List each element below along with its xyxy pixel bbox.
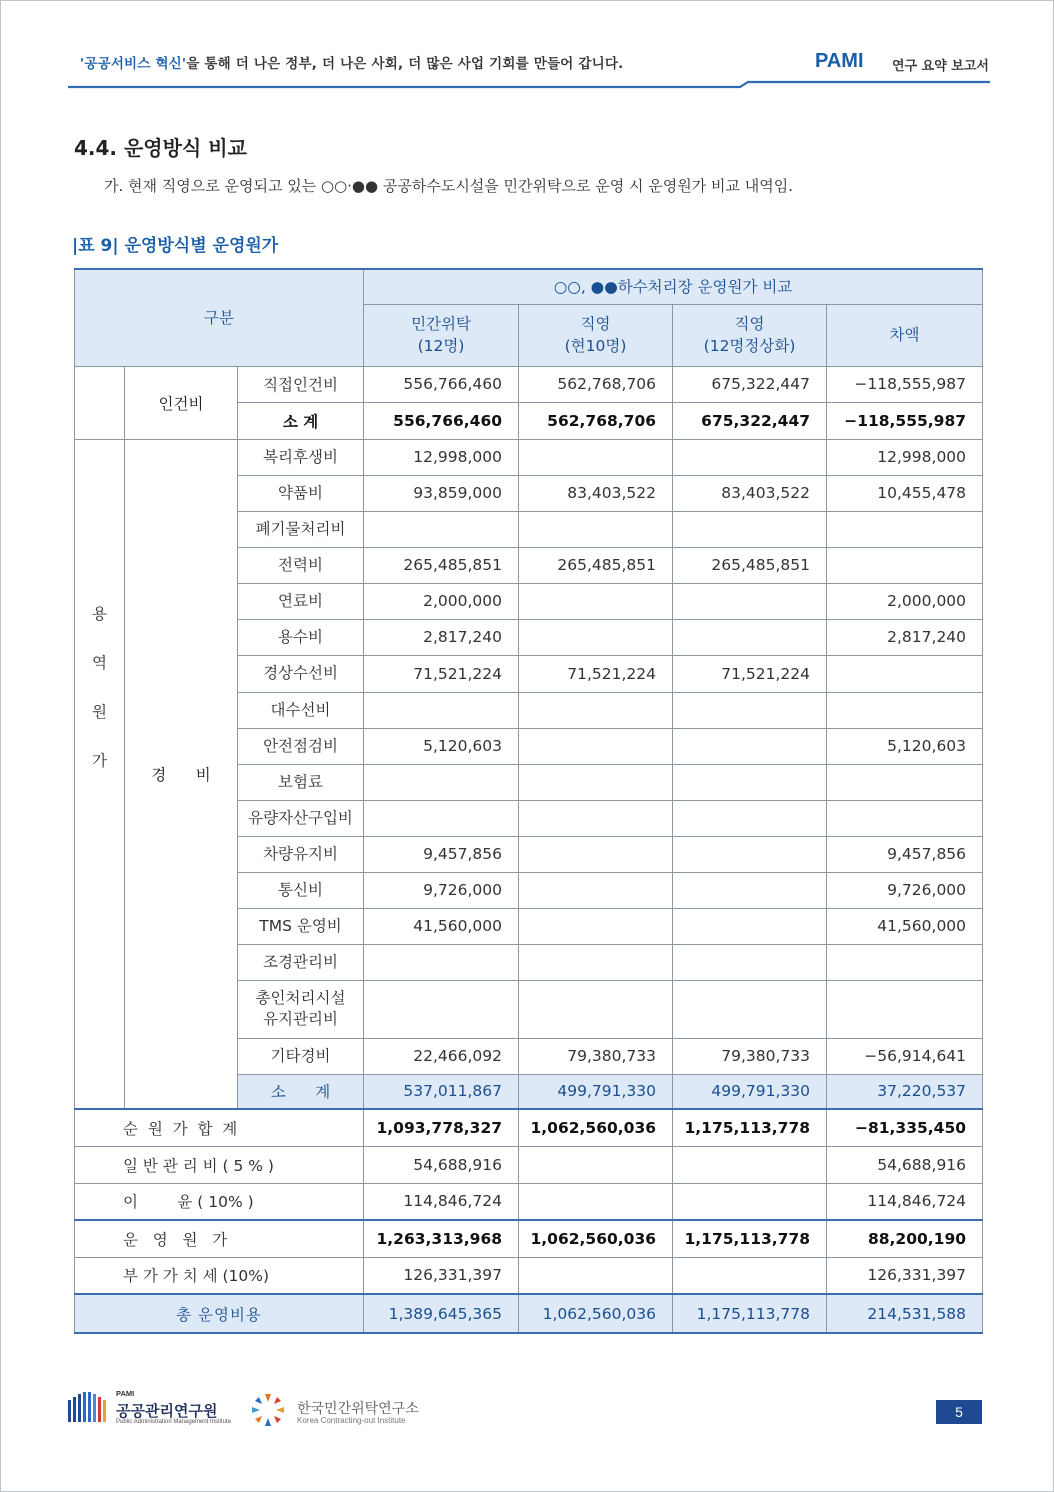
cell-v3: 265,485,851 <box>673 547 827 583</box>
cell-v1 <box>364 944 519 980</box>
cell-v1: 41,560,000 <box>364 908 519 944</box>
header-col-private <box>364 304 519 366</box>
cell-v2 <box>519 728 673 764</box>
cell-v4 <box>827 692 983 728</box>
row-item-label: 소 계 <box>238 402 364 439</box>
cell-v4: 9,726,000 <box>827 872 983 908</box>
row-item-label: 약품비 <box>238 475 364 511</box>
cell-v3: 79,380,733 <box>673 1038 827 1074</box>
cell-v2: 1,062,560,036 <box>519 1220 673 1257</box>
header-col-direct-current-l2: (현10명) <box>564 337 627 355</box>
cell-v4: 41,560,000 <box>827 908 983 944</box>
header-brand: PAMI <box>815 50 864 72</box>
row-item-label: 전력비 <box>238 547 364 583</box>
cell-v1: 2,817,240 <box>364 619 519 655</box>
cell-v2: 71,521,224 <box>519 655 673 692</box>
footer-logo-pami: PAMI <box>116 1389 135 1398</box>
cell-v1: 54,688,916 <box>364 1146 519 1183</box>
cell-v2: 79,380,733 <box>519 1038 673 1074</box>
cell-v3 <box>673 872 827 908</box>
cell-v3 <box>673 1183 827 1220</box>
cell-v1: 114,846,724 <box>364 1183 519 1220</box>
cell-v3 <box>673 980 827 1038</box>
cell-v3 <box>673 908 827 944</box>
row-item-label: 소 계 <box>238 1074 364 1109</box>
expense-category: 경 비 <box>125 439 238 1109</box>
header-col-direct-normal-l1: 직영 <box>734 314 765 333</box>
cell-v1: 9,457,856 <box>364 836 519 872</box>
row-item-label: 기타경비 <box>238 1038 364 1074</box>
service-cost-char: 가 <box>92 751 107 770</box>
cell-v4: 2,817,240 <box>827 619 983 655</box>
cell-v3: 1,175,113,778 <box>673 1109 827 1146</box>
cell-v2: 562,768,706 <box>519 366 673 402</box>
cell-v4 <box>827 944 983 980</box>
footer-partner-name: 한국민간위탁연구소 <box>297 1401 419 1417</box>
cell-v1: 265,485,851 <box>364 547 519 583</box>
cell-v3: 1,175,113,778 <box>673 1294 827 1333</box>
header-rule <box>0 80 1054 90</box>
total-row <box>75 1294 983 1333</box>
cell-v4: 10,455,478 <box>827 475 983 511</box>
cell-v2 <box>519 583 673 619</box>
cell-v3 <box>673 800 827 836</box>
service-cost-char: 용 <box>92 604 107 623</box>
row-item-label: 경상수선비 <box>238 655 364 692</box>
table-row <box>75 366 983 402</box>
cell-v3 <box>673 692 827 728</box>
cell-v1: 1,263,313,968 <box>364 1220 519 1257</box>
row-item-label: 대수선비 <box>238 692 364 728</box>
cell-v4: 37,220,537 <box>827 1074 983 1109</box>
cell-v4 <box>827 980 983 1038</box>
summary-row <box>75 1257 983 1294</box>
cell-v3 <box>673 1257 827 1294</box>
cell-v2: 562,768,706 <box>519 402 673 439</box>
cell-v2 <box>519 980 673 1038</box>
slogan-rest: 을 통해 더 나은 정부, 더 나은 사회, 더 많은 사업 기회를 만들어 갑니다. <box>186 56 624 72</box>
slogan-quote: '공공서비스 혁신' <box>80 56 187 72</box>
cell-v4 <box>827 655 983 692</box>
summary-label: 일 반 관 리 비 ( 5 % ) <box>75 1146 364 1183</box>
cell-v1 <box>364 764 519 800</box>
row-item-label: 조경관리비 <box>238 944 364 980</box>
labor-category: 인건비 <box>125 366 238 439</box>
cell-v1: 22,466,092 <box>364 1038 519 1074</box>
row-item-label: 통신비 <box>238 872 364 908</box>
page-number: 5 <box>936 1400 982 1424</box>
row-item-label: 차량유지비 <box>238 836 364 872</box>
header-col-difference: 차액 <box>827 304 983 366</box>
total-label: 총 운영비용 <box>75 1294 364 1333</box>
service-cost-char: 원 <box>92 702 107 721</box>
cell-v2 <box>519 439 673 475</box>
cell-v1 <box>364 800 519 836</box>
summary-row <box>75 1109 983 1146</box>
cell-v2: 83,403,522 <box>519 475 673 511</box>
cell-v2 <box>519 692 673 728</box>
cell-v3 <box>673 511 827 547</box>
footer-partner-name-en: Korea Contracting-out Institute <box>297 1416 406 1425</box>
summary-label: 순 원 가 합 계 <box>75 1109 364 1146</box>
cell-v4: 214,531,588 <box>827 1294 983 1333</box>
cell-v2: 1,062,560,036 <box>519 1294 673 1333</box>
cell-v1 <box>364 692 519 728</box>
cell-v2 <box>519 1146 673 1183</box>
section-description: 가. 현재 직영으로 운영되고 있는 ○○·●● 공공하수도시설을 민간위탁으로 운영 시 운영원가 비교 내역임. <box>104 177 793 195</box>
cell-v3: 675,322,447 <box>673 366 827 402</box>
kci-logo-icon <box>246 1390 290 1430</box>
cell-v2 <box>519 511 673 547</box>
cell-v4 <box>827 800 983 836</box>
cell-v1: 537,011,867 <box>364 1074 519 1109</box>
cell-v1: 1,093,778,327 <box>364 1109 519 1146</box>
cell-v4: −118,555,987 <box>827 402 983 439</box>
cell-v1: 2,000,000 <box>364 583 519 619</box>
cell-v4: 126,331,397 <box>827 1257 983 1294</box>
cell-v1: 9,726,000 <box>364 872 519 908</box>
header-group: ○○, ●●하수처리장 운영원가 비교 <box>364 269 983 304</box>
cell-v3: 1,175,113,778 <box>673 1220 827 1257</box>
service-cost-char: 역 <box>92 653 107 672</box>
cell-v2 <box>519 800 673 836</box>
header-col-direct-current <box>519 304 673 366</box>
cell-v4: −56,914,641 <box>827 1038 983 1074</box>
table-caption: |표 9| 운영방식별 운영원가 <box>72 236 279 256</box>
header-col-private-l1: 민간위탁 <box>411 314 471 333</box>
cell-v2: 499,791,330 <box>519 1074 673 1109</box>
cell-v1: 1,389,645,365 <box>364 1294 519 1333</box>
table-row <box>75 439 983 475</box>
cell-v2: 1,062,560,036 <box>519 1109 673 1146</box>
cell-v1: 12,998,000 <box>364 439 519 475</box>
summary-label: 운 영 원 가 <box>75 1220 364 1257</box>
summary-label: 부 가 가 치 세 (10%) <box>75 1257 364 1294</box>
cell-v2 <box>519 764 673 800</box>
header-slogan <box>80 52 623 72</box>
header-doc-type: 연구 요약 보고서 <box>892 59 989 74</box>
cell-v3 <box>673 619 827 655</box>
cell-v2 <box>519 872 673 908</box>
header-col-private-l2: (12명) <box>417 337 465 355</box>
cell-v1: 71,521,224 <box>364 655 519 692</box>
row-item-label: TMS 운영비 <box>238 908 364 944</box>
cell-v1: 5,120,603 <box>364 728 519 764</box>
summary-row <box>75 1220 983 1257</box>
cell-v4: 54,688,916 <box>827 1146 983 1183</box>
row-item-label: 복리후생비 <box>238 439 364 475</box>
cell-v4 <box>827 511 983 547</box>
summary-label: 이 윤 ( 10% ) <box>75 1183 364 1220</box>
cell-v3: 675,322,447 <box>673 402 827 439</box>
cell-v4 <box>827 764 983 800</box>
row-item-label: 폐기물처리비 <box>238 511 364 547</box>
cell-v3 <box>673 764 827 800</box>
cost-comparison-table <box>74 268 983 1334</box>
cell-v4: 9,457,856 <box>827 836 983 872</box>
row-item-label: 용수비 <box>238 619 364 655</box>
cell-v2 <box>519 1183 673 1220</box>
cell-v4: 88,200,190 <box>827 1220 983 1257</box>
summary-row <box>75 1146 983 1183</box>
cell-v4: 2,000,000 <box>827 583 983 619</box>
cell-v2 <box>519 619 673 655</box>
footer-org-name: 공공관리연구원 <box>116 1402 218 1420</box>
footer-org-name-en: Public Administration Management Institute <box>116 1419 232 1425</box>
cell-v3 <box>673 836 827 872</box>
cell-v3: 499,791,330 <box>673 1074 827 1109</box>
cell-v2 <box>519 1257 673 1294</box>
cell-v1 <box>364 511 519 547</box>
cell-v1: 93,859,000 <box>364 475 519 511</box>
cell-v1: 556,766,460 <box>364 402 519 439</box>
cell-v3 <box>673 944 827 980</box>
cell-v4: 114,846,724 <box>827 1183 983 1220</box>
row-item-label: 직접인건비 <box>238 366 364 402</box>
header-row-1 <box>75 269 983 304</box>
header-col-direct-normal-l2: (12명정상화) <box>703 337 796 355</box>
cell-v1 <box>364 980 519 1038</box>
cell-v4 <box>827 547 983 583</box>
cell-v2 <box>519 836 673 872</box>
cell-v3 <box>673 728 827 764</box>
labor-blank-cell <box>75 366 125 439</box>
cell-v2 <box>519 908 673 944</box>
cell-v1: 126,331,397 <box>364 1257 519 1294</box>
cell-v2 <box>519 944 673 980</box>
header-col-direct-normal <box>673 304 827 366</box>
row-item-label: 총인처리시설 유지관리비 <box>238 980 364 1038</box>
header-division: 구분 <box>75 269 364 366</box>
header-col-direct-current-l1: 직영 <box>580 314 611 333</box>
cell-v4: 12,998,000 <box>827 439 983 475</box>
row-item-label: 보험료 <box>238 764 364 800</box>
cell-v4: −118,555,987 <box>827 366 983 402</box>
service-cost-label <box>75 439 125 1109</box>
cell-v4: −81,335,450 <box>827 1109 983 1146</box>
cell-v2: 265,485,851 <box>519 547 673 583</box>
pami-logo-icon <box>68 1390 114 1424</box>
cell-v4: 5,120,603 <box>827 728 983 764</box>
cell-v1: 556,766,460 <box>364 366 519 402</box>
cell-v3: 71,521,224 <box>673 655 827 692</box>
row-item-label: 안전점검비 <box>238 728 364 764</box>
summary-row <box>75 1183 983 1220</box>
cell-v3 <box>673 583 827 619</box>
cell-v3 <box>673 1146 827 1183</box>
cell-v3: 83,403,522 <box>673 475 827 511</box>
section-title: 4.4. 운영방식 비교 <box>74 136 247 160</box>
row-item-label: 연료비 <box>238 583 364 619</box>
cell-v3 <box>673 439 827 475</box>
row-item-label: 유량자산구입비 <box>238 800 364 836</box>
